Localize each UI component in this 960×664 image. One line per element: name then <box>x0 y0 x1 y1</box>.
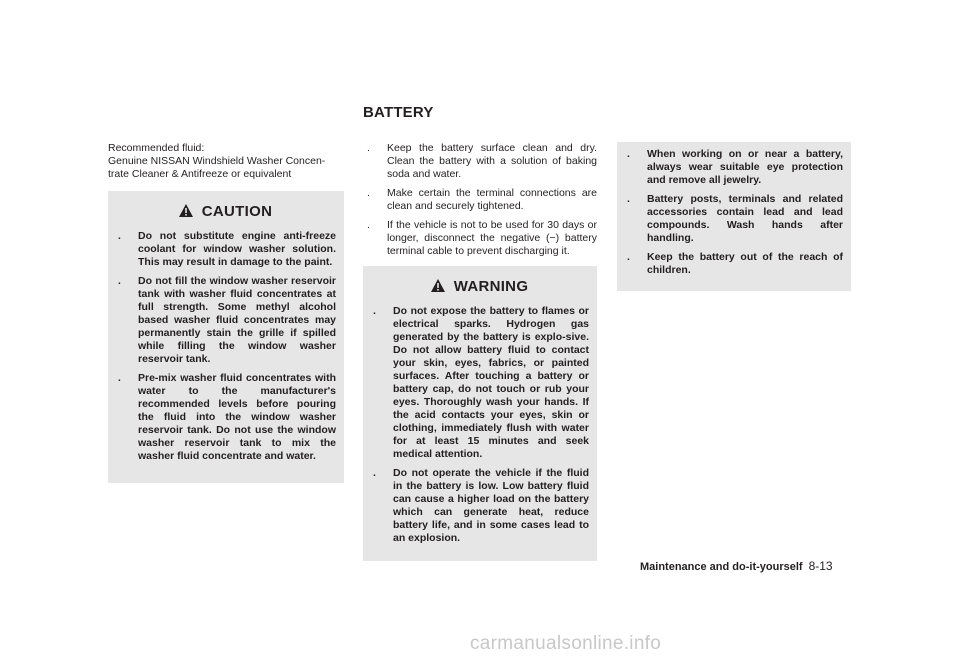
bullet: . <box>367 219 370 231</box>
warning-box <box>363 266 597 561</box>
caution-list <box>114 230 336 463</box>
bullet: . <box>367 187 370 199</box>
recommended-fluid <box>108 142 344 181</box>
bullet: . <box>118 372 121 384</box>
caution-title: CAUTION <box>201 203 273 220</box>
bullet: . <box>627 251 630 263</box>
warning-heading <box>369 278 589 295</box>
watermark: carmanualsonline.info <box>470 633 662 654</box>
list-item: . Make certain the terminal connections are clean and securely tightened. <box>367 187 597 212</box>
column-middle <box>363 142 597 561</box>
list-item: . Do not operate the vehicle if the fluid in the battery is low. Low battery fluid can cause a higher load on the battery which can generate heat, reduce battery life, and in some cases lead to an explosion. <box>373 467 589 544</box>
list-item: . If the vehicle is not to be used for 30 days or longer, disconnect the negative (−) battery terminal cable to prevent discharging it. <box>367 219 597 257</box>
bullet: . <box>373 467 376 479</box>
battery-tips-list <box>363 142 597 258</box>
caution-heading <box>114 203 336 220</box>
warning-triangle-icon <box>430 278 446 295</box>
bullet: . <box>118 275 121 287</box>
column-right <box>617 142 851 291</box>
list-item: . Do not fill the window washer reservoir tank with washer fluid concentrates at full strength. Some methyl alcohol based washer fluid concentrates may permanently stain the grille if spilled while filling the window washer reservoir tank. <box>118 275 336 365</box>
bullet: . <box>367 142 370 154</box>
list-item: . Do not substitute engine anti-freeze coolant for window washer solution. This may result in damage to the paint. <box>118 230 336 268</box>
intro-line-2: Genuine NISSAN Windshield Washer Concen-trate Cleaner & Antifreeze or equivalent <box>108 155 326 180</box>
warning-title: WARNING <box>453 278 529 295</box>
section-title: BATTERY <box>363 104 434 121</box>
list-item: . Pre-mix washer fluid concentrates with water to the manufacturer's recommended levels before pouring the fluid into the window washer reservoir tank. Do not use the window washer reservoir tank to mix the washer fluid concentrate and water. <box>118 372 336 462</box>
warning-list <box>369 305 589 545</box>
warning-list-continued <box>623 148 843 277</box>
intro-line-1: Recommended fluid: <box>108 142 205 154</box>
list-item: . When working on or near a battery, always wear suitable eye protection and remove all jewelry. <box>627 148 843 186</box>
chapter-title: Maintenance and do-it-yourself <box>640 561 803 573</box>
list-item: . Keep the battery surface clean and dry. Clean the battery with a solution of baking soda and water. <box>367 142 597 180</box>
page-footer <box>640 559 833 573</box>
page-number: 8-13 <box>808 559 833 573</box>
list-item: . Do not expose the battery to flames or electrical sparks. Hydrogen gas generated by the battery is explo-sive. Do not allow battery fluid to contact your skin, eyes, fabrics, or painted surfaces. After touching a battery or battery cap, do not touch or rub your eyes. Thoroughly wash your hands. If the acid contacts your eyes, skin or clothing, immediately flush with water for at least 15 minutes and seek medical attention. <box>373 305 589 460</box>
bullet: . <box>373 305 376 317</box>
list-item: . Keep the battery out of the reach of children. <box>627 251 843 276</box>
column-left <box>108 142 344 483</box>
list-item: . Battery posts, terminals and related accessories contain lead and lead compounds. Wash hands after handling. <box>627 193 843 244</box>
bullet: . <box>627 148 630 160</box>
bullet: . <box>627 193 630 205</box>
caution-box <box>108 191 344 483</box>
bullet: . <box>118 230 121 242</box>
warning-triangle-icon <box>178 203 194 220</box>
warning-box-continued <box>617 142 851 291</box>
